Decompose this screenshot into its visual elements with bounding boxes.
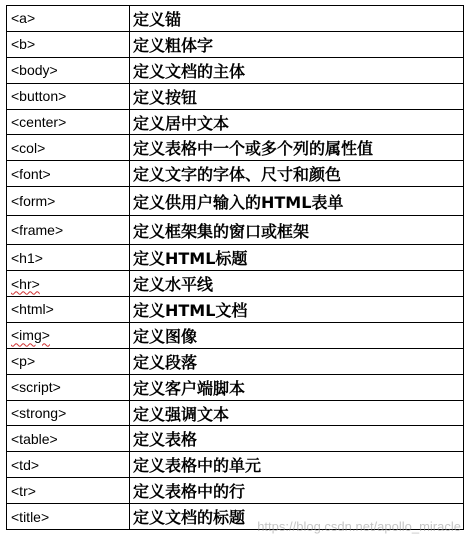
tag-cell: <a> <box>7 6 130 32</box>
description-cell: 定义强调文本 <box>130 400 464 426</box>
watermark: https://blog.csdn.net/apollo_miracle <box>257 519 461 534</box>
description-cell: 定义段落 <box>130 348 464 374</box>
table-row <box>7 348 464 374</box>
table-row <box>7 374 464 400</box>
description-cell: 定义文档的主体 <box>130 57 464 83</box>
table-row <box>7 426 464 452</box>
description-cell: 定义图像 <box>130 322 464 348</box>
tag-cell: <html> <box>7 297 130 323</box>
table-row <box>7 478 464 504</box>
table-row <box>7 452 464 478</box>
description-cell: 定义文字的字体、尺寸和颜色 <box>130 161 464 187</box>
tag-cell: <center> <box>7 109 130 135</box>
tag-cell: <title> <box>7 504 130 530</box>
description-cell: 定义居中文本 <box>130 109 464 135</box>
tag-text: <img> <box>11 327 50 344</box>
table-row <box>7 504 464 530</box>
description-cell: 定义框架集的窗口或框架 <box>130 216 464 245</box>
description-cell: 定义表格中的单元 <box>130 452 464 478</box>
table-row <box>7 216 464 245</box>
description-cell: 定义表格 <box>130 426 464 452</box>
tag-cell: <td> <box>7 452 130 478</box>
tag-cell <box>7 271 130 297</box>
table-row <box>7 322 464 348</box>
tag-cell: <button> <box>7 83 130 109</box>
table-row <box>7 6 464 32</box>
tag-cell: <script> <box>7 374 130 400</box>
table-row <box>7 187 464 216</box>
table-row <box>7 245 464 271</box>
tag-cell: <strong> <box>7 400 130 426</box>
tag-cell: <table> <box>7 426 130 452</box>
tag-cell: <tr> <box>7 478 130 504</box>
html-tags-table-container <box>6 5 464 530</box>
table-row <box>7 109 464 135</box>
table-row <box>7 297 464 323</box>
table-row <box>7 161 464 187</box>
tag-cell: <form> <box>7 187 130 216</box>
table-row <box>7 400 464 426</box>
table-row <box>7 31 464 57</box>
table-row <box>7 271 464 297</box>
description-cell: 定义表格中的行 <box>130 478 464 504</box>
tag-cell: <col> <box>7 135 130 161</box>
tag-cell: <b> <box>7 31 130 57</box>
table-row <box>7 135 464 161</box>
description-cell: 定义文档的标题 <box>130 504 464 530</box>
table-row <box>7 83 464 109</box>
tag-text: <hr> <box>11 275 40 292</box>
tag-cell: <h1> <box>7 245 130 271</box>
table-row <box>7 57 464 83</box>
description-cell: 定义HTML文档 <box>130 297 464 323</box>
description-cell: 定义表格中一个或多个列的属性值 <box>130 135 464 161</box>
html-tags-table <box>6 5 464 530</box>
description-cell: 定义按钮 <box>130 83 464 109</box>
tag-cell: <p> <box>7 348 130 374</box>
description-cell: 定义客户端脚本 <box>130 374 464 400</box>
tag-cell: <frame> <box>7 216 130 245</box>
tag-cell: <font> <box>7 161 130 187</box>
description-cell: 定义供用户输入的HTML表单 <box>130 187 464 216</box>
description-cell: 定义HTML标题 <box>130 245 464 271</box>
tag-cell: <body> <box>7 57 130 83</box>
tag-cell <box>7 322 130 348</box>
description-cell: 定义水平线 <box>130 271 464 297</box>
description-cell: 定义粗体字 <box>130 31 464 57</box>
description-cell: 定义锚 <box>130 6 464 32</box>
